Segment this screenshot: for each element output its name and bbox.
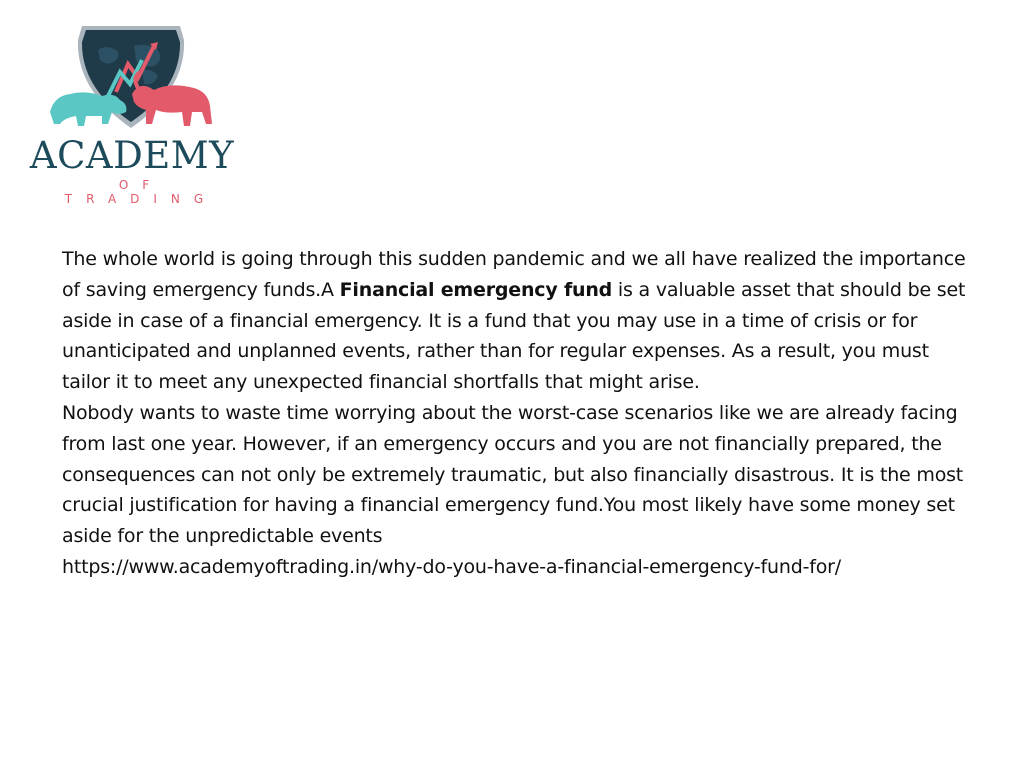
logo-subtitle: OF TRADING [64, 178, 218, 206]
shield-bull-bear-icon [46, 20, 216, 135]
logo-title: ACADEMY [29, 134, 235, 177]
paragraph-1 [62, 244, 967, 398]
source-url: https://www.academyoftrading.in/why-do-you-have-a-financial-emergency-fund-for/ [62, 555, 841, 578]
financial-emergency-fund-term: Financial emergency fund [339, 278, 613, 301]
paragraph-2: Nobody wants to waste time worrying about the worst-case scenarios like we are already facing from last one year. However, if an emergency occurs and you are not financially prepared, the consequences can not only be extremely traumatic, but also financially disastrous. It is the most crucial justification for having a financial emergency fund.You most likely have some money set aside for the unpredictable events [62, 401, 964, 548]
paragraph-1-start: The whole world is going through this sudden pandemic and we all have realized the importance of saving emergency funds.A [62, 248, 966, 301]
academy-of-trading-logo [22, 20, 242, 206]
article-body [62, 244, 967, 583]
paragraph-1-end: is a valuable asset that should be set aside in case of a financial emergency. It is a fund that you may use in a time of crisis or for unanticipated and unplanned events, rather than for regular expenses. As a result, you must tailor it to meet any unexpected financial shortfalls that might arise. [62, 278, 966, 394]
